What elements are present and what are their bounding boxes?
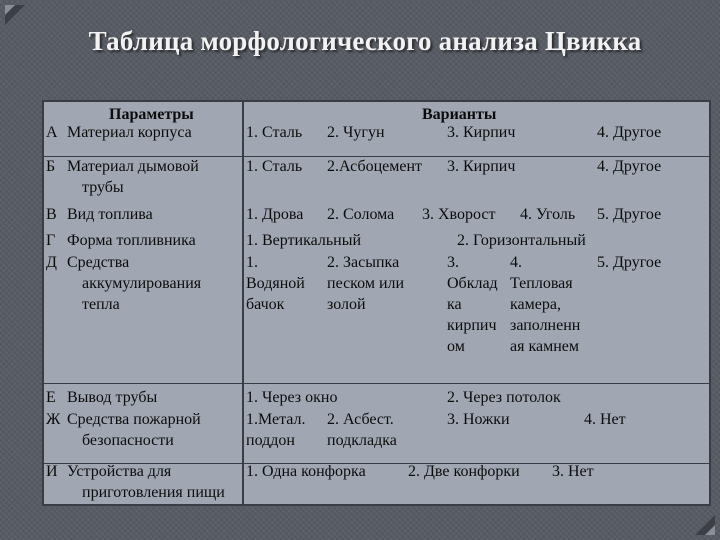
row-letter: И: [46, 463, 58, 480]
param-label: Устройства для: [67, 463, 172, 480]
param-label: приготовления пищи: [82, 484, 225, 501]
variant-cell: 1. Сталь: [246, 158, 303, 175]
variant-cell: 2. Горизонтальный: [457, 232, 586, 249]
variant-cell: 2. Солома: [327, 206, 395, 223]
param-label: Материал корпуса: [67, 124, 192, 141]
variant-cell: 5. Другое: [597, 254, 662, 271]
variant-cell: 2. Асбест.: [327, 411, 394, 428]
header-variants: Варианты: [422, 106, 497, 123]
param-label: тепла: [82, 296, 120, 313]
variant-cell: золой: [327, 296, 366, 313]
table-divider-params: [242, 100, 244, 506]
row-letter: Ж: [46, 411, 61, 428]
variant-cell: 2.Асбоцемент: [327, 158, 423, 175]
variant-cell: 3. Нет: [552, 463, 594, 480]
row-letter: Д: [46, 254, 57, 271]
variant-cell: 4. Нет: [584, 411, 626, 428]
param-label: Материал дымовой: [67, 158, 199, 175]
param-label: Средства: [67, 254, 130, 271]
variant-cell: 2. Через потолок: [447, 389, 561, 406]
row-letter: Е: [46, 389, 56, 406]
variant-cell: 1. Вертикальный: [246, 232, 362, 249]
header-params: Параметры: [109, 106, 194, 123]
param-label: безопасности: [82, 432, 174, 449]
variant-cell: 1. Дрова: [246, 206, 304, 223]
param-label: Вид топлива: [67, 206, 153, 223]
variant-cell: 1.: [246, 254, 258, 271]
variant-cell: заполненн: [510, 317, 581, 334]
morphological-table: [42, 100, 711, 506]
param-label: аккумулирования: [82, 275, 202, 292]
variant-cell: 1. Через окно: [246, 389, 338, 406]
variant-cell: Обклад: [447, 275, 498, 292]
variant-cell: 1. Одна конфорка: [246, 463, 366, 480]
table-border-bottom: [42, 504, 711, 506]
table-border-right: [709, 100, 711, 506]
variant-cell: 2. Чугун: [327, 124, 385, 141]
variant-cell: 3.: [447, 254, 459, 271]
variant-cell: 4. Другое: [597, 158, 662, 175]
corner-ornament-top-left: [3, 3, 27, 27]
param-label: трубы: [82, 179, 124, 196]
variant-cell: кирпич: [447, 317, 497, 334]
table-border-left: [42, 100, 44, 506]
param-label: Средства пожарной: [67, 411, 201, 428]
variant-cell: 1. Сталь: [246, 124, 303, 141]
variant-cell: поддон: [246, 432, 295, 449]
variant-cell: 3. Кирпич: [447, 158, 516, 175]
slide-title: Таблица морфологического анализа Цвикка: [88, 26, 642, 56]
row-letter: А: [46, 124, 58, 141]
variant-cell: 2. Две конфорки: [408, 463, 520, 480]
variant-cell: ая камнем: [510, 338, 580, 355]
param-label: Вывод трубы: [67, 389, 158, 406]
row-letter: Б: [46, 158, 56, 175]
variant-cell: 4. Другое: [597, 124, 662, 141]
variant-cell: песком или: [327, 275, 405, 292]
variant-cell: 1.Метал.: [246, 411, 306, 428]
corner-ornament-bottom-right: [693, 513, 717, 537]
variant-cell: камера,: [510, 296, 561, 313]
variant-cell: бачок: [246, 296, 285, 313]
row-divider-d: [42, 383, 711, 384]
table-border-top: [42, 100, 711, 102]
variant-cell: Тепловая: [510, 275, 573, 292]
variant-cell: 4.: [510, 254, 522, 271]
variant-cell: подкладка: [327, 432, 397, 449]
variant-cell: ом: [447, 338, 465, 355]
variant-cell: 2. Засыпка: [327, 254, 400, 271]
variant-cell: 5. Другое: [597, 206, 662, 223]
row-letter: Г: [46, 232, 56, 249]
param-label: Форма топливника: [67, 232, 196, 249]
variant-cell: 3. Кирпич: [447, 124, 516, 141]
variant-cell: 3. Ножки: [447, 411, 510, 428]
variant-cell: 4. Уголь: [520, 206, 576, 223]
variant-cell: Водяной: [246, 275, 305, 292]
variant-cell: ка: [447, 296, 462, 313]
row-letter: В: [46, 206, 57, 223]
variant-cell: 3. Хворост: [422, 206, 496, 223]
